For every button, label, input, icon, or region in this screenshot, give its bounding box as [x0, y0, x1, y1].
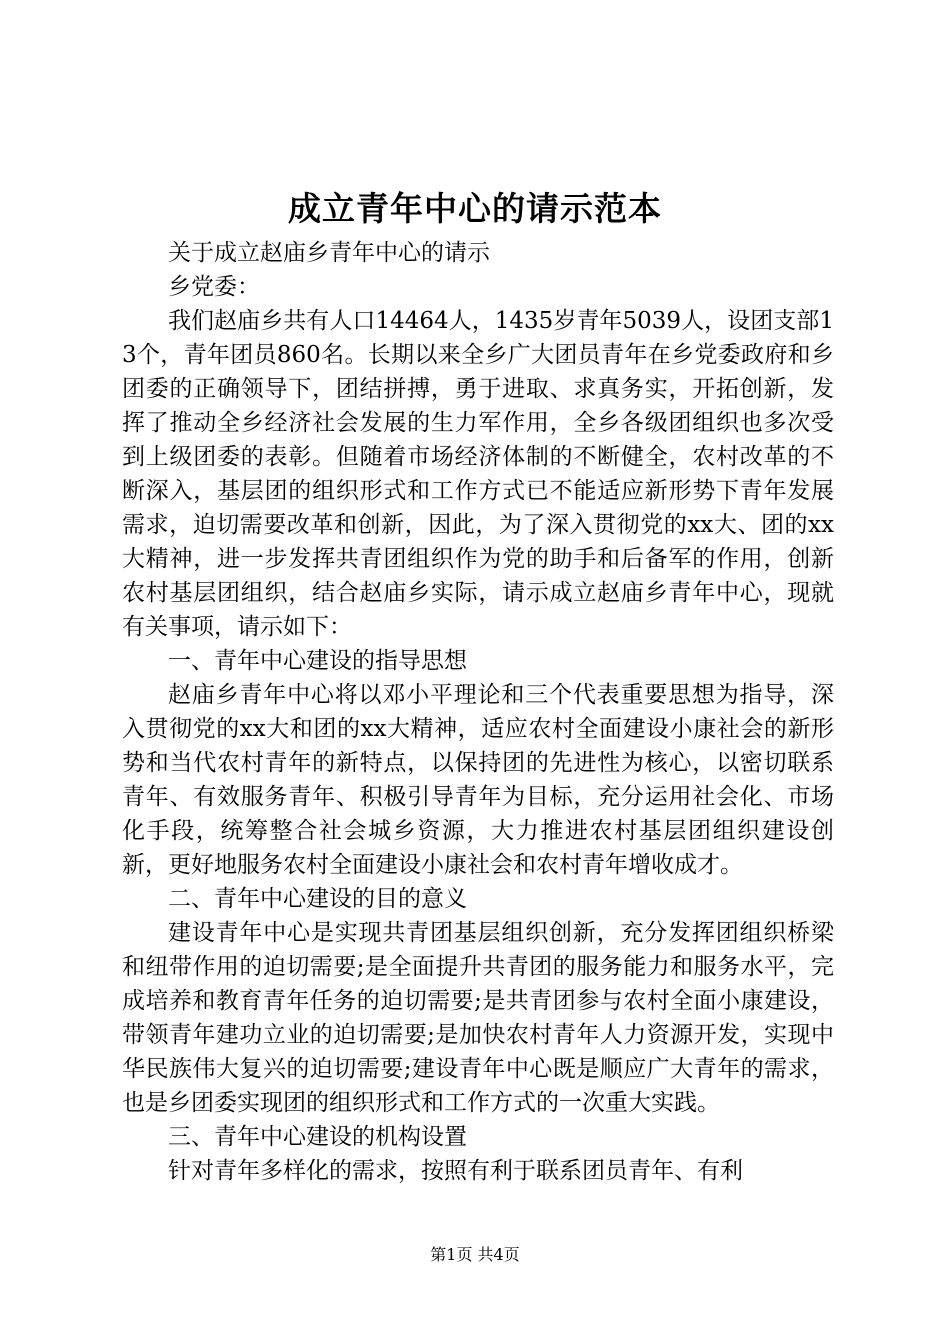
- paragraph-intro: 我们赵庙乡共有人口14464人，1435岁青年5039人，设团支部13个，青年团员860名。长期以来全乡广大团员青年在乡党委政府和乡团委的正确领导下，团结拼搏，勇于进取、求真务实，开拓创新，发挥了推动全乡经济社会发展的生力军作用，全乡各级团组织也多次受到上级团委的表彰。但随着市场经济体制的不断健全，农村改革的不断深入，基层团的组织形式和工作方式已不能适应新形势下青年发展需求，迫切需要改革和创新，因此，为了深入贯彻党的xx大、团的xx大精神，进一步发挥共青团组织作为党的助手和后备军的作用，创新农村基层团组织，结合赵庙乡实际，请示成立赵庙乡青年中心，现就有关事项，请示如下：: [122, 308, 834, 640]
- section-heading-3: 三、青年中心建设的机构设置: [168, 1124, 467, 1150]
- section-heading-2: 二、青年中心建设的目的意义: [168, 886, 467, 912]
- document-title: 成立青年中心的请示范本: [288, 189, 662, 228]
- paragraph-subject: 关于成立赵庙乡青年中心的请示: [168, 240, 490, 266]
- document-body: [122, 236, 834, 1188]
- paragraph-purpose: 建设青年中心是实现共青团基层组织创新，充分发挥团组织桥梁和纽带作用的迫切需要;是全面提升共青团的服务能力和服务水平，完成培养和教育青年任务的迫切需要;是共青团参与农村全面小康建设，带领青年建功立业的迫切需要;是加快农村青年人力资源开发，实现中华民族伟大复兴的迫切需要;建设青年中心既是顺应广大青年的需求，也是乡团委实现团的组织形式和工作方式的一次重大实践。: [122, 920, 834, 1116]
- section-heading-1: 一、青年中心建设的指导思想: [168, 648, 467, 674]
- paragraph-structure: 针对青年多样化的需求，按照有利于联系团员青年、有利: [168, 1158, 743, 1184]
- paragraph-addressee: 乡党委：: [168, 274, 260, 300]
- paragraph-guiding-thought: 赵庙乡青年中心将以邓小平理论和三个代表重要思想为指导，深入贯彻党的xx大和团的xx大精神，适应农村全面建设小康社会的新形势和当代农村青年的新特点，以保持团的先进性为核心，以密切联系青年、有效服务青年、积极引导青年为目标，充分运用社会化、市场化手段，统筹整合社会城乡资源，大力推进农村基层团组织建设创新，更好地服务农村全面建设小康社会和农村青年增收成才。: [122, 682, 834, 878]
- page-footer: 第1页 共4页: [430, 1245, 520, 1264]
